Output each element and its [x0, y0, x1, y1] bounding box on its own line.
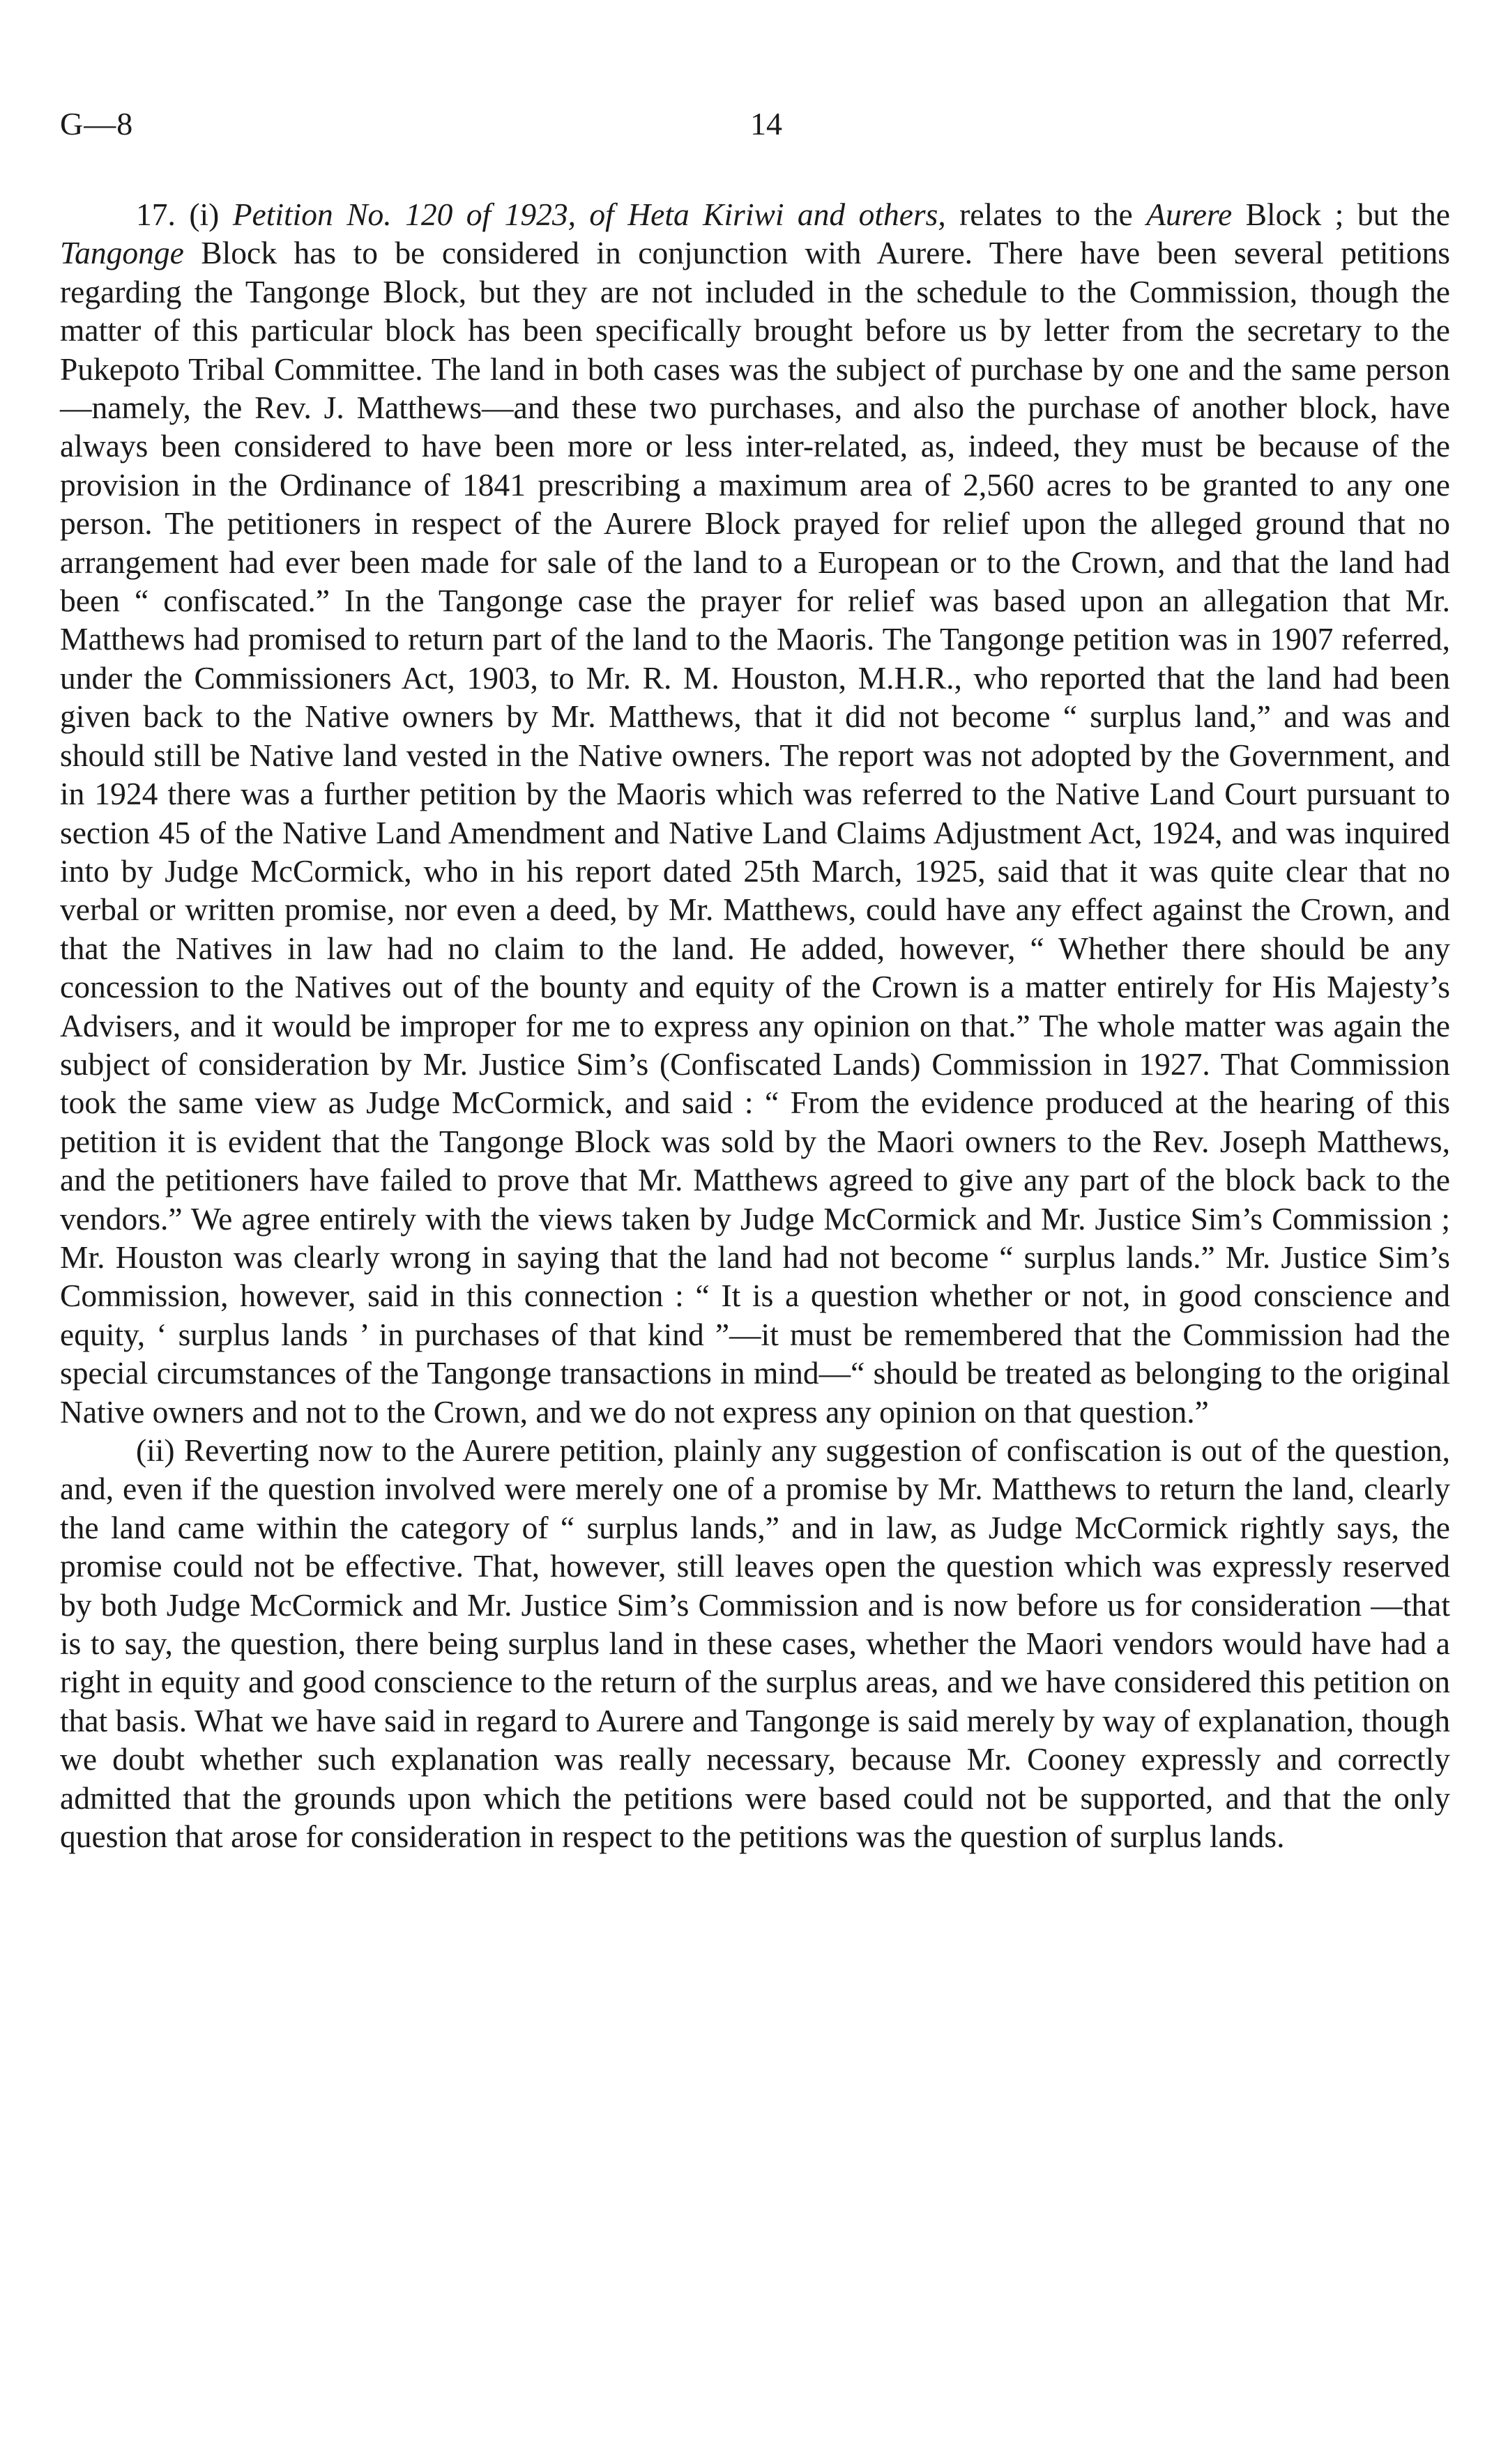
document-reference: G—8: [60, 106, 134, 141]
petition-reference: Petition No. 120 of 1923, of Heta Kiriwi and others,: [232, 197, 946, 232]
page-number: 14: [750, 106, 782, 141]
block-name-tangonge: Tangonge: [60, 235, 184, 271]
page-header: [60, 103, 1447, 145]
paragraph-text: relates to the: [945, 197, 1147, 232]
paragraph-17-i: [60, 195, 1450, 1431]
body-text: [60, 195, 1450, 1855]
paragraph-lead: 17. (i): [136, 197, 233, 232]
paragraph-17-ii: (ii) Reverting now to the Aurere petition, plainly any suggestion of confiscation is out of the question, and, even if the question involved were merely one of a promise by Mr. Matthews to return the land, clearly the land came within the category of “ surplus lands,” and in law, as Judge McCormick rightly says, the promise could not be effective. That, however, still leaves open the question which was expressly reserved by both Judge McCormick and Mr. Justice Sim’s Commission and is now before us for consideration —that is to say, the question, there being surplus land in these cases, whether the Maori vendors would have had a right in equity and good conscience to the return of the surplus areas, and we have considered this petition on that basis. What we have said in regard to Aurere and Tangonge is said merely by way of explanation, though we doubt whether such explanation was really necessary, because Mr. Cooney expressly and correctly admitted that the grounds upon which the petitions were based could not be supported, and that the only question that arose for consideration in respect to the petitions was the question of surplus lands.: [60, 1432, 1450, 1855]
paragraph-text: Block ; but the: [1232, 197, 1450, 232]
block-name-aurere: Aurere: [1146, 197, 1233, 232]
paragraph-text: Block has to be considered in conjunction with Aurere. There have been several petitions regarding the Tangonge Block, but they are not included in the schedule to the Commission, though the matter of this particular block has been specifically brought before us by letter from the secretary to the Pukepoto Tribal Committee. The land in both cases was the subject of purchase by one and the same person —namely, the Rev. J. Matthews—and these two purchases, and also the purchase of another block, have always been considered to have been more or less inter-related, as, indeed, they must be because of the provision in the Ordinance of 1841 prescribing a maximum area of 2,560 acres to be granted to any one person. The petitioners in respect of the Aurere Block prayed for relief upon the alleged ground that no arrangement had ever been made for sale of the land to a European or to the Crown, and that the land had been “ confiscated.” In the Tangonge case the prayer for relief was based upon an allegation that Mr. Matthews had promised to return part of the land to the Maoris. The Tangonge petition was in 1907 referred, under the Commissioners Act, 1903, to Mr. R. M. Houston, M.H.R., who reported that the land had been given back to the Native owners by Mr. Matthews, that it did not become “ surplus land,” and was and should still be Native land vested in the Native owners. The report was not adopted by the Government, and in 1924 there was a further petition by the Maoris which was referred to the Native Land Court pursuant to section 45 of the Native Land Amendment and Native Land Claims Adjustment Act, 1924, and was inquired into by Judge McCormick, who in his report dated 25th March, 1925, said that it was quite clear that no verbal or written promise, nor even a deed, by Mr. Matthews, could have any effect against the Crown, and that the Natives in law had no claim to the land. He added, however, “ Whether there should be any concession to the Natives out of the bounty and equity of the Crown is a matter entirely for His Majesty’s Advisers, and it would be improper for me to express any opinion on that.” The whole matter was again the subject of consideration by Mr. Justice Sim’s (Confiscated Lands) Commission in 1927. That Commission took the same view as Judge McCormick, and said : “ From the evidence produced at the hearing of this petition it is evident that the Tangonge Block was sold by the Maori owners to the Rev. Joseph Matthews, and the petitioners have failed to prove that Mr. Matthews agreed to give any part of the block back to the vendors.” We agree entirely with the views taken by Judge McCormick and Mr. Justice Sim’s Commission ; Mr. Houston was clearly wrong in saying that the land had not become “ surplus lands.” Mr. Justice Sim’s Commission, however, said in this connection : “ It is a question whether or not, in good conscience and equity, ‘ surplus lands ’ in purchases of that kind ”—it must be remembered that the Commission had the special circumstances of the Tangonge transactions in mind—“ should be treated as belonging to the original Native owners and not to the Crown, and we do not express any opinion on that question.”: [60, 235, 1450, 1430]
